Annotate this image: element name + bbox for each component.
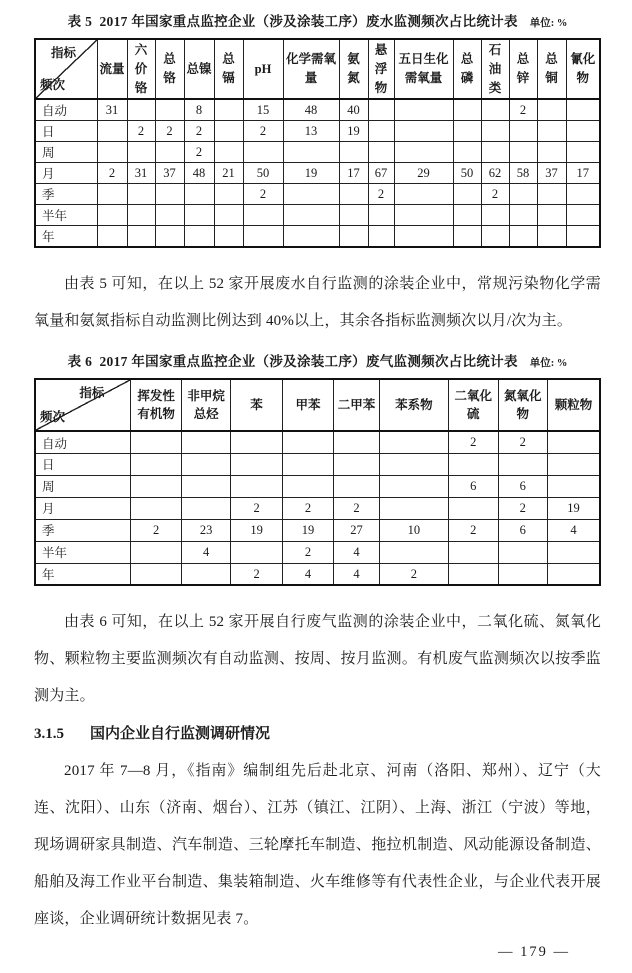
table-cell (155, 142, 184, 163)
table-cell: 2 (127, 121, 155, 142)
table-cell (97, 142, 127, 163)
table-cell (453, 205, 481, 226)
table-cell: 62 (481, 163, 509, 184)
table6-corner-cell (35, 379, 131, 431)
section-heading-3-1-5 (34, 716, 601, 753)
table-cell: 2 (282, 497, 333, 519)
column-header: pH (243, 39, 283, 99)
table-cell: 48 (283, 99, 339, 121)
table-cell (394, 184, 453, 205)
table-cell (481, 142, 509, 163)
table-cell: 50 (243, 163, 283, 184)
table-cell: 48 (184, 163, 214, 184)
table-cell (231, 541, 282, 563)
corner-label-frequency: 频次 (40, 409, 66, 424)
table-cell (97, 184, 127, 205)
table-cell (394, 142, 453, 163)
table-cell (453, 184, 481, 205)
table-cell (394, 99, 453, 121)
column-header: 苯 (231, 379, 282, 431)
column-header: 苯系物 (379, 379, 448, 431)
table-row (35, 475, 600, 497)
table-cell (449, 563, 499, 585)
row-label: 季 (35, 184, 97, 205)
corner-label-indicator: 指标 (51, 46, 77, 60)
table-cell: 4 (282, 563, 333, 585)
corner-label-frequency: 频次 (40, 77, 66, 92)
table-cell (283, 226, 339, 248)
section-title: 国内企业自行监测调研情况 (90, 726, 271, 743)
table-cell (131, 475, 181, 497)
table-cell (214, 99, 243, 121)
table-cell: 27 (334, 519, 380, 541)
table-cell (453, 226, 481, 248)
table-cell (509, 184, 537, 205)
column-header: 总镉 (214, 39, 243, 99)
table-cell (334, 453, 380, 475)
paragraph-research-visits: 2017 年 7—8 月，《指南》编制组先后赴北京、河南（洛阳、郑州）、辽宁（大连、沈阳）、山东（济南、烟台）、江苏（镇江、江阴）、上海、浙江（宁波）等地，现场调研家具制造、汽车制造、三轮摩托车制造、拖拉机制造、风动能源设备制造、船舶及海工作业平台制造、集装箱制造、火车维修等有代表性企业，与企业代表开展座谈，企业调研统计数据见表 7。 (34, 763, 601, 928)
table-cell (566, 99, 600, 121)
table-cell (548, 453, 600, 475)
table-cell (214, 142, 243, 163)
table-cell: 21 (214, 163, 243, 184)
table-cell (498, 563, 548, 585)
table-cell: 2 (243, 121, 283, 142)
table-cell: 19 (283, 163, 339, 184)
table-cell (481, 205, 509, 226)
table-cell (97, 205, 127, 226)
table-row (35, 563, 600, 585)
table-cell (509, 142, 537, 163)
table-cell (181, 431, 231, 453)
row-label: 自动 (35, 99, 97, 121)
table-cell (566, 121, 600, 142)
table-cell (339, 205, 368, 226)
table-cell (184, 184, 214, 205)
column-header: 二氧化硫 (449, 379, 499, 431)
table-cell (379, 453, 448, 475)
table-cell (214, 205, 243, 226)
table-cell: 31 (127, 163, 155, 184)
table-cell (548, 475, 600, 497)
table-cell (181, 453, 231, 475)
table-cell (339, 184, 368, 205)
row-label: 年 (35, 563, 131, 585)
table-cell (131, 541, 181, 563)
table-cell (334, 431, 380, 453)
table-cell (231, 475, 282, 497)
table-cell (282, 431, 333, 453)
table-cell (537, 184, 566, 205)
table-cell (379, 475, 448, 497)
table-cell (97, 121, 127, 142)
table-cell (509, 121, 537, 142)
row-label: 周 (35, 142, 97, 163)
row-label: 日 (35, 121, 97, 142)
table-cell (155, 184, 184, 205)
column-header: 石油类 (481, 39, 509, 99)
column-header: 总锌 (509, 39, 537, 99)
waste-gas-monitoring-table (34, 378, 601, 586)
table6-unit-label: 单位: % (529, 358, 568, 370)
table-cell (131, 431, 181, 453)
table-cell (127, 99, 155, 121)
row-label: 年 (35, 226, 97, 248)
table-cell: 37 (537, 163, 566, 184)
table-cell (537, 121, 566, 142)
table-cell (339, 226, 368, 248)
table-cell (231, 453, 282, 475)
table-cell: 2 (184, 121, 214, 142)
table-cell (131, 497, 181, 519)
table-cell: 2 (498, 497, 548, 519)
table-cell (379, 541, 448, 563)
column-header: 甲苯 (282, 379, 333, 431)
table-cell: 19 (282, 519, 333, 541)
table-cell (131, 563, 181, 585)
table-row (35, 163, 600, 184)
column-header: 悬浮物 (368, 39, 394, 99)
table-cell (394, 226, 453, 248)
table-cell (449, 453, 499, 475)
table-cell (231, 431, 282, 453)
table-cell (509, 205, 537, 226)
table-cell (509, 226, 537, 248)
table-cell: 6 (498, 519, 548, 541)
row-label: 周 (35, 475, 131, 497)
column-header: 化学需氧量 (283, 39, 339, 99)
table-cell (537, 99, 566, 121)
column-header: 六价铬 (127, 39, 155, 99)
table-cell (379, 497, 448, 519)
column-header: 二甲苯 (334, 379, 380, 431)
table-cell: 6 (498, 475, 548, 497)
column-header: 氨氮 (339, 39, 368, 99)
table-cell: 2 (368, 184, 394, 205)
table-cell (127, 184, 155, 205)
table-cell: 19 (548, 497, 600, 519)
table-cell: 29 (394, 163, 453, 184)
table-row (35, 431, 600, 453)
table-cell (282, 475, 333, 497)
table-cell: 2 (498, 431, 548, 453)
section-number: 3.1.5 (34, 726, 64, 743)
row-label: 半年 (35, 205, 97, 226)
table-cell (283, 142, 339, 163)
table-cell: 15 (243, 99, 283, 121)
table-cell: 13 (283, 121, 339, 142)
table5-caption (34, 10, 601, 30)
table6-header-row (35, 379, 600, 431)
table-cell (243, 226, 283, 248)
table-cell: 2 (334, 497, 380, 519)
table-row (35, 184, 600, 205)
table5-caption-text: 表 5 2017 年国家重点监控企业（涉及涂装工序）废水监测频次占比统计表 (67, 14, 518, 29)
table-cell (127, 205, 155, 226)
column-header: 总铜 (537, 39, 566, 99)
column-header: 氰化物 (566, 39, 600, 99)
table-cell: 2 (379, 563, 448, 585)
table-cell: 58 (509, 163, 537, 184)
table-cell: 23 (181, 519, 231, 541)
table-cell: 2 (243, 184, 283, 205)
table5-header-row (35, 39, 600, 99)
table-cell: 2 (155, 121, 184, 142)
table-cell (181, 475, 231, 497)
column-header: 总磷 (453, 39, 481, 99)
table-cell: 4 (334, 563, 380, 585)
column-header: 总镍 (184, 39, 214, 99)
table-row (35, 497, 600, 519)
table-cell (498, 541, 548, 563)
table-cell: 37 (155, 163, 184, 184)
table-cell: 2 (481, 184, 509, 205)
table-cell (368, 142, 394, 163)
table-cell: 2 (282, 541, 333, 563)
table-cell (548, 541, 600, 563)
table-cell (127, 142, 155, 163)
row-label: 月 (35, 497, 131, 519)
table-cell (537, 142, 566, 163)
table-cell (214, 121, 243, 142)
paragraph-table6-summary: 由表 6 可知，在以上 52 家开展自行废气监测的涂装企业中，二氧化硫、氮氧化物、颗粒物主要监测频次有自动监测、按周、按月监测。有机废气监测频次以按季监测为主。 (34, 614, 601, 705)
table-cell (97, 226, 127, 248)
column-header: 非甲烷总烃 (181, 379, 231, 431)
table-cell (449, 497, 499, 519)
table-cell (243, 205, 283, 226)
table-cell: 19 (231, 519, 282, 541)
table6-caption-text: 表 6 2017 年国家重点监控企业（涉及涂装工序）废气监测频次占比统计表 (67, 354, 518, 370)
page-number: — 179 — (498, 944, 570, 960)
table-cell (282, 453, 333, 475)
table-cell (181, 497, 231, 519)
table-cell: 6 (449, 475, 499, 497)
table-cell: 31 (97, 99, 127, 121)
table-cell (339, 142, 368, 163)
table-cell (368, 205, 394, 226)
table-cell (548, 563, 600, 585)
table-cell (155, 99, 184, 121)
table-cell (453, 142, 481, 163)
table-cell: 4 (334, 541, 380, 563)
table-cell (548, 431, 600, 453)
table-cell (214, 184, 243, 205)
paragraph-table5-summary: 由表 5 可知，在以上 52 家开展废水自行监测的涂装企业中，常规污染物化学需氧量和氨氮指标自动监测比例达到 40%以上，其余各指标监测频次以月/次为主。 (34, 276, 601, 330)
table-cell (184, 226, 214, 248)
row-label: 自动 (35, 431, 131, 453)
table-cell: 40 (339, 99, 368, 121)
table-cell: 19 (339, 121, 368, 142)
table-cell (537, 205, 566, 226)
table-row (35, 519, 600, 541)
table-cell (394, 121, 453, 142)
table-cell: 4 (548, 519, 600, 541)
table-cell (566, 205, 600, 226)
table-cell: 8 (184, 99, 214, 121)
table-cell (394, 205, 453, 226)
wastewater-monitoring-table (34, 38, 601, 248)
corner-label-indicator: 指标 (79, 386, 105, 401)
table-cell (127, 226, 155, 248)
table-cell (453, 99, 481, 121)
row-label: 半年 (35, 541, 131, 563)
table-cell (481, 121, 509, 142)
table-cell (566, 184, 600, 205)
table-cell (155, 226, 184, 248)
table-row (35, 121, 600, 142)
row-label: 月 (35, 163, 97, 184)
column-header: 氮氧化物 (498, 379, 548, 431)
table-cell (566, 226, 600, 248)
table-cell: 4 (181, 541, 231, 563)
table-cell: 2 (131, 519, 181, 541)
table-cell (481, 99, 509, 121)
row-label: 季 (35, 519, 131, 541)
table-cell: 2 (97, 163, 127, 184)
table-row (35, 541, 600, 563)
column-header: 五日生化需氧量 (394, 39, 453, 99)
table-cell (379, 431, 448, 453)
table-cell (283, 205, 339, 226)
table-cell: 2 (449, 431, 499, 453)
column-header: 挥发性有机物 (131, 379, 181, 431)
table-cell: 2 (184, 142, 214, 163)
table-cell (368, 99, 394, 121)
table-cell (368, 121, 394, 142)
table-cell (498, 453, 548, 475)
column-header: 总铬 (155, 39, 184, 99)
table-cell: 17 (566, 163, 600, 184)
table-cell (283, 184, 339, 205)
table-row (35, 99, 600, 121)
table-cell (334, 475, 380, 497)
table-row (35, 453, 600, 475)
table5-unit-label: 单位: % (529, 18, 568, 29)
row-label: 日 (35, 453, 131, 475)
table-row (35, 205, 600, 226)
table-cell (184, 205, 214, 226)
table-cell (566, 142, 600, 163)
column-header: 流量 (97, 39, 127, 99)
table-cell (453, 121, 481, 142)
table-cell (243, 142, 283, 163)
table-cell: 2 (231, 497, 282, 519)
table-cell (481, 226, 509, 248)
table5-corner-cell (35, 39, 97, 99)
table-cell (449, 541, 499, 563)
table-row (35, 226, 600, 248)
table-cell: 2 (449, 519, 499, 541)
table-cell (155, 205, 184, 226)
table-cell (368, 226, 394, 248)
table6-caption (34, 350, 601, 370)
table-cell (214, 226, 243, 248)
column-header: 颗粒物 (548, 379, 600, 431)
table-cell: 67 (368, 163, 394, 184)
table-cell (131, 453, 181, 475)
table-cell: 2 (509, 99, 537, 121)
table-cell (181, 563, 231, 585)
table-row (35, 142, 600, 163)
table-cell: 50 (453, 163, 481, 184)
table-cell (537, 226, 566, 248)
table-cell: 17 (339, 163, 368, 184)
table-cell: 2 (231, 563, 282, 585)
table-cell: 10 (379, 519, 448, 541)
